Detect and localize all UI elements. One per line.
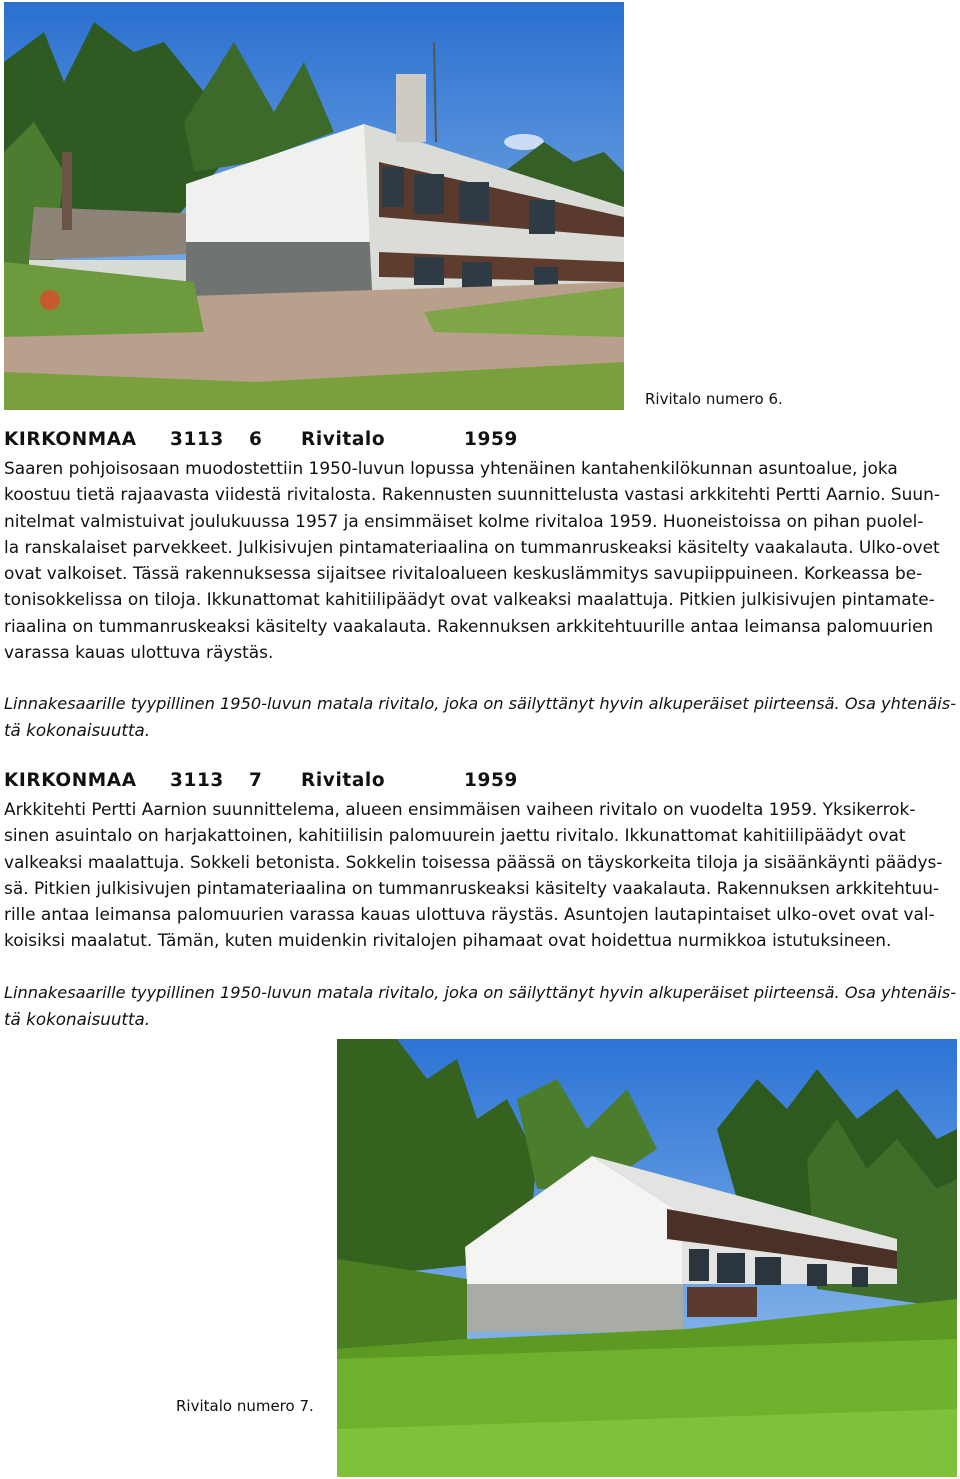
- entry-assessment-7: [4, 979, 959, 1033]
- heading-number: 3113: [170, 429, 224, 450]
- entry-assessment-6: [4, 690, 959, 744]
- note-line: Linnakesaarille tyypillinen 1950-luvun matala rivitalo, joka on säilyttänyt hyvin alkuperäiset piirteensä. Osa yhtenäis-: [4, 983, 957, 1002]
- text-line: varassa kauas ulottuva räystäs.: [4, 642, 274, 663]
- text-line: Saaren pohjoisosaan muodostettiin 1950-luvun lopussa yhtenäinen kantahenkilökunnan asuntoalue, joka: [4, 458, 898, 478]
- text-line: nitelmat valmistuivat joulukuussa 1957 ja ensimmäiset kolme rivitaloa 1959. Huoneistoissa on pihan puolel-: [4, 510, 924, 531]
- photo-caption-7: Rivitalo numero 7.: [176, 1397, 314, 1415]
- heading-type: Rivitalo: [301, 429, 386, 450]
- entry-description-6: [4, 455, 959, 665]
- text-line: rille antaa leimansa palomuurien varassa kauas ulottuva räystäs. Asuntojen lautapintaiset ulko-ovet ovat val-: [4, 904, 935, 925]
- text-line: sinen asuintalo on harjakattoinen, kahitiilisin palomuurein jaettu rivitalo. Ikkunattomat kahitiilipäädyt ovat: [4, 825, 906, 846]
- heading-year: 1959: [464, 770, 518, 791]
- note-line: tä kokonaisuutta.: [4, 1009, 151, 1029]
- text-line: la ranskalaiset parvekkeet. Julkisivujen pintamateriaalina on tummanruskeaksi käsitelty vaakalauta. Ulko-ovet: [4, 536, 940, 557]
- heading-number: 3113: [170, 770, 224, 791]
- text-line: koostuu tietä rajaavasta viidestä rivitalosta. Rakennusten suunnittelusta vastasi arkkitehti Pertti Aarnio. Suun-: [4, 484, 940, 505]
- note-line: tä kokonaisuutta.: [4, 720, 151, 740]
- heading-area: KIRKONMAA: [4, 429, 137, 450]
- photo-rivitalo-6: [4, 2, 624, 410]
- text-line: Arkkitehti Pertti Aarnion suunnittelema, alueen ensimmäisen vaiheen rivitalo on vuodelta 1959. Yksikerrok-: [4, 799, 916, 819]
- entry-heading-7: [4, 769, 604, 793]
- photo-rivitalo-7: [337, 1039, 957, 1477]
- photo-caption-6: Rivitalo numero 6.: [645, 390, 783, 408]
- heading-item: 7: [249, 770, 263, 791]
- heading-type: Rivitalo: [301, 770, 386, 791]
- text-line: ovat valkoiset. Tässä rakennuksessa sijaitsee rivitaloalueen keskuslämmitys savupiippuineen. Korkeassa be-: [4, 563, 923, 584]
- text-line: riaalina on tummanruskeaksi käsitelty vaakalauta. Rakennuksen arkkitehtuurille antaa leimansa palomuurien: [4, 615, 934, 636]
- text-line: tonisokkelissa on tiloja. Ikkunattomat kahitiilipäädyt ovat valkeaksi maalattuja. Pitkien julkisivujen pintamate-: [4, 589, 935, 610]
- text-line: valkeaksi maalattuja. Sokkeli betonista. Sokkelin toisessa päässä on täyskorkeita tiloja ja sisäänkäynti päädys-: [4, 851, 943, 872]
- text-line: koisiksi maalatut. Tämän, kuten muidenkin rivitalojen pihamaat ovat hoidettua nurmikkoa istutuksineen.: [4, 930, 892, 951]
- note-line: Linnakesaarille tyypillinen 1950-luvun matala rivitalo, joka on säilyttänyt hyvin alkuperäiset piirteensä. Osa yhtenäis-: [4, 694, 957, 713]
- text-line: sä. Pitkien julkisivujen pintamateriaalina on tummanruskeaksi käsitelty vaakalauta. Rakennuksen arkkitehtuu-: [4, 877, 940, 898]
- entry-heading-6: [4, 428, 604, 452]
- entry-description-7: [4, 796, 959, 954]
- heading-area: KIRKONMAA: [4, 770, 137, 791]
- heading-item: 6: [249, 429, 263, 450]
- heading-year: 1959: [464, 429, 518, 450]
